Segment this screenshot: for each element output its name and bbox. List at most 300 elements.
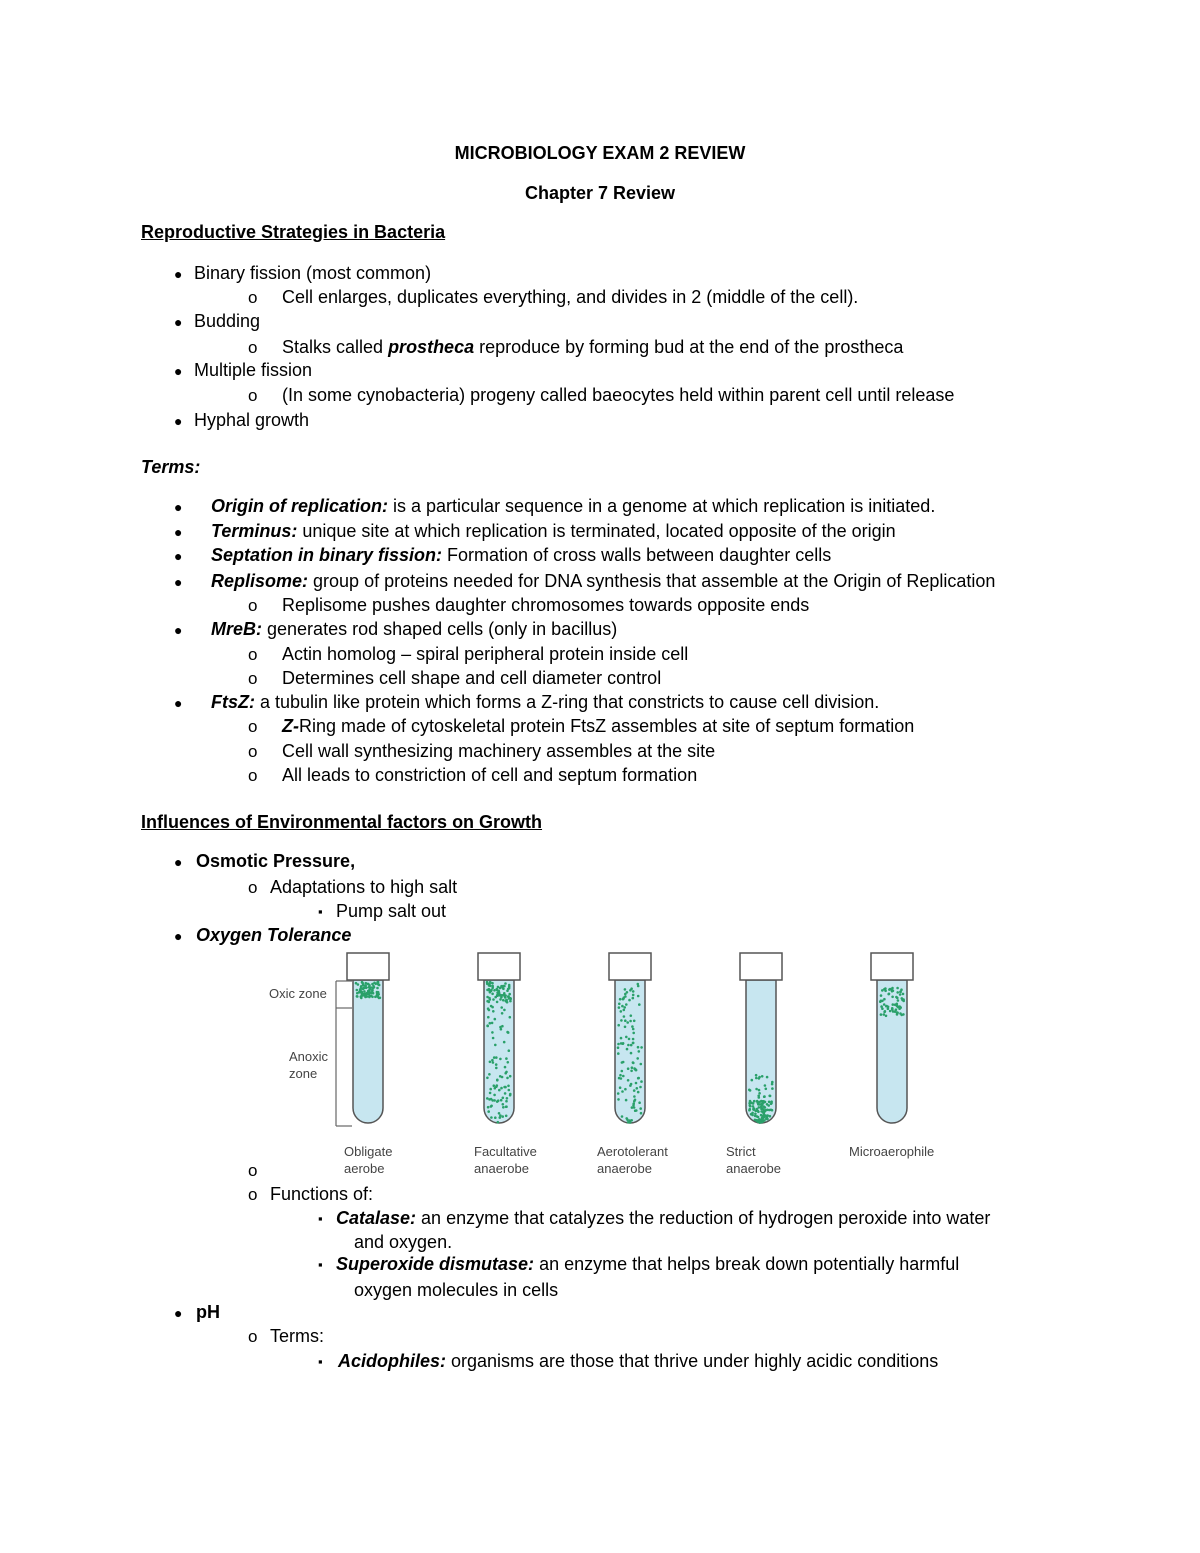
growth-dot bbox=[631, 1066, 634, 1069]
growth-dot bbox=[363, 990, 366, 993]
growth-dot bbox=[755, 1077, 758, 1080]
tube-label: Aerotolerant bbox=[597, 1144, 668, 1159]
tube-cap bbox=[871, 953, 913, 980]
definition: group of proteins needed for DNA synthesis that assemble at the Origin of Replication bbox=[308, 571, 996, 591]
term: MreB: bbox=[211, 619, 263, 639]
growth-dot bbox=[486, 1024, 489, 1027]
growth-dot bbox=[364, 995, 367, 998]
bullet: ● bbox=[174, 574, 183, 590]
growth-dot bbox=[619, 1086, 622, 1089]
bullet: ● bbox=[174, 524, 183, 540]
growth-dot bbox=[622, 1061, 625, 1064]
growth-dot bbox=[486, 989, 489, 992]
growth-dot bbox=[638, 1101, 641, 1104]
test-tube bbox=[740, 953, 782, 1124]
growth-dot bbox=[618, 1003, 621, 1006]
growth-dot bbox=[770, 1103, 773, 1106]
growth-dot bbox=[489, 998, 492, 1001]
list-item: Functions of: bbox=[270, 1184, 374, 1204]
growth-dot bbox=[764, 1084, 767, 1087]
tube-label: Facultative bbox=[474, 1144, 537, 1159]
growth-dot bbox=[494, 1018, 497, 1021]
sub-bullet: o bbox=[248, 1161, 258, 1180]
bullet: ● bbox=[174, 314, 183, 330]
growth-dot bbox=[492, 1061, 495, 1064]
growth-dot bbox=[359, 988, 362, 991]
growth-dot bbox=[491, 1006, 494, 1009]
growth-dot bbox=[887, 993, 890, 996]
growth-dot bbox=[625, 1036, 628, 1039]
sub-bullet: o bbox=[248, 669, 258, 688]
growth-dot bbox=[895, 996, 898, 999]
growth-dot bbox=[362, 987, 365, 990]
growth-dot bbox=[489, 1092, 492, 1095]
growth-dot bbox=[632, 997, 635, 1000]
growth-dot bbox=[506, 1077, 509, 1080]
growth-dot bbox=[375, 995, 378, 998]
growth-dot bbox=[627, 1044, 630, 1047]
sub-bullet: o bbox=[248, 742, 258, 761]
growth-dot bbox=[504, 1086, 507, 1089]
growth-dot bbox=[752, 1102, 755, 1105]
sub-bullet: o bbox=[248, 338, 258, 357]
growth-dot bbox=[505, 1115, 508, 1118]
growth-dot bbox=[626, 1118, 629, 1121]
topic-ph: pH bbox=[196, 1302, 220, 1322]
growth-dot bbox=[768, 1101, 771, 1104]
tube-label: aerobe bbox=[344, 1161, 385, 1176]
growth-dot bbox=[755, 1088, 758, 1091]
growth-dot bbox=[762, 1108, 765, 1111]
bullet: ● bbox=[174, 695, 183, 711]
tube-body bbox=[615, 980, 645, 1123]
growth-dot bbox=[617, 1092, 620, 1095]
growth-dot bbox=[488, 1073, 491, 1076]
test-tube bbox=[347, 953, 389, 1123]
growth-dot bbox=[496, 1079, 499, 1082]
growth-dot bbox=[880, 1013, 883, 1016]
growth-dot bbox=[624, 1019, 627, 1022]
list-item: Pump salt out bbox=[336, 901, 447, 921]
growth-dot bbox=[892, 1003, 895, 1006]
growth-dot bbox=[619, 1074, 622, 1077]
growth-dot bbox=[621, 1070, 624, 1073]
growth-dot bbox=[628, 1038, 631, 1041]
growth-dot bbox=[632, 1102, 635, 1105]
definition: is a particular sequence in a genome at which replication is initiated. bbox=[388, 496, 936, 516]
growth-dot bbox=[497, 1121, 500, 1124]
growth-dot bbox=[355, 982, 358, 985]
growth-dot bbox=[640, 1112, 643, 1115]
growth-dot bbox=[633, 1106, 636, 1109]
growth-dot bbox=[624, 1026, 627, 1029]
growth-dot bbox=[763, 1095, 766, 1098]
tube-label: Obligate bbox=[344, 1144, 393, 1159]
growth-dot bbox=[636, 1057, 639, 1060]
growth-dot bbox=[640, 1063, 643, 1066]
term-item bbox=[211, 520, 896, 542]
growth-dot bbox=[491, 1022, 494, 1025]
growth-dot bbox=[769, 1115, 772, 1118]
term-item bbox=[211, 618, 617, 640]
definition: unique site at which replication is terminated, located opposite of the origin bbox=[297, 521, 896, 541]
growth-dot bbox=[638, 1003, 641, 1006]
growth-dot bbox=[495, 1067, 498, 1070]
sub-bullet: o bbox=[248, 766, 258, 785]
list-item: Terms: bbox=[270, 1326, 324, 1346]
growth-dot bbox=[883, 1011, 886, 1014]
growth-dot bbox=[491, 1031, 494, 1034]
tube-label: anaerobe bbox=[597, 1161, 652, 1176]
growth-dot bbox=[491, 982, 494, 985]
growth-dot bbox=[505, 1100, 508, 1103]
oxygen-tolerance-figure bbox=[262, 948, 952, 1180]
growth-dot bbox=[488, 1001, 491, 1004]
growth-dot bbox=[896, 991, 899, 994]
growth-dot bbox=[504, 982, 507, 985]
term: Z- bbox=[282, 716, 299, 736]
growth-dot bbox=[633, 1020, 636, 1023]
growth-dot bbox=[495, 1063, 498, 1066]
growth-dot bbox=[771, 1109, 774, 1112]
growth-dot bbox=[901, 998, 904, 1001]
growth-dot bbox=[505, 1105, 508, 1108]
growth-dot bbox=[632, 1038, 635, 1041]
growth-dot bbox=[499, 1026, 502, 1029]
growth-dot bbox=[899, 1006, 902, 1009]
growth-dot bbox=[503, 1009, 506, 1012]
definition: organisms are those that thrive under highly acidic conditions bbox=[446, 1351, 939, 1371]
bullet: ● bbox=[174, 622, 183, 638]
section-heading-reproduction: Reproductive Strategies in Bacteria bbox=[141, 222, 446, 242]
term-item bbox=[336, 1207, 990, 1229]
growth-dot bbox=[372, 992, 375, 995]
growth-dot bbox=[497, 1099, 500, 1102]
growth-dot bbox=[900, 988, 903, 991]
term: prostheca bbox=[388, 337, 475, 357]
definition-continued: oxygen molecules in cells bbox=[354, 1280, 559, 1300]
growth-dot bbox=[622, 998, 625, 1001]
growth-dot bbox=[500, 1087, 503, 1090]
growth-dot bbox=[883, 988, 886, 991]
growth-dot bbox=[505, 999, 508, 1002]
growth-dot bbox=[486, 981, 489, 984]
growth-dot bbox=[749, 1100, 752, 1103]
chapter-title: Chapter 7 Review bbox=[524, 183, 676, 203]
growth-dot bbox=[498, 1089, 501, 1092]
growth-dot bbox=[490, 1116, 493, 1119]
growth-dot bbox=[502, 999, 505, 1002]
growth-dot bbox=[508, 993, 511, 996]
growth-dot bbox=[621, 1115, 624, 1118]
growth-dot bbox=[502, 1106, 505, 1109]
growth-dot bbox=[499, 998, 502, 1001]
growth-dot bbox=[754, 1113, 757, 1116]
tube-label: Microaerophile bbox=[849, 1144, 935, 1159]
growth-dot bbox=[509, 1000, 512, 1003]
growth-dot bbox=[379, 997, 382, 1000]
growth-dot bbox=[496, 991, 499, 994]
growth-dot bbox=[753, 1107, 756, 1110]
growth-dot bbox=[372, 985, 375, 988]
test-tube bbox=[478, 953, 520, 1124]
growth-dot bbox=[618, 1006, 621, 1009]
growth-dot bbox=[883, 1013, 886, 1016]
growth-dot bbox=[626, 991, 629, 994]
growth-dot bbox=[377, 983, 380, 986]
growth-dot bbox=[635, 1082, 638, 1085]
growth-dot bbox=[760, 1106, 763, 1109]
growth-dot bbox=[626, 1048, 629, 1051]
anoxic-zone-label: Anoxic bbox=[289, 1049, 329, 1064]
growth-dot bbox=[507, 1061, 510, 1064]
growth-dot bbox=[637, 983, 640, 986]
growth-dot bbox=[486, 1097, 489, 1100]
growth-dot bbox=[494, 1116, 497, 1119]
list-item: All leads to constriction of cell and septum formation bbox=[282, 765, 698, 785]
growth-dot bbox=[637, 995, 640, 998]
growth-dot bbox=[622, 1075, 625, 1078]
growth-dot bbox=[489, 1088, 492, 1091]
definition: a tubulin like protein which forms a Z-ring that constricts to cause cell division. bbox=[255, 692, 880, 712]
growth-dot bbox=[639, 1107, 642, 1110]
list-item: Adaptations to high salt bbox=[270, 877, 458, 897]
text: Stalks called bbox=[282, 337, 389, 357]
growth-dot bbox=[891, 1007, 894, 1010]
growth-dot bbox=[487, 1016, 490, 1019]
growth-dot bbox=[498, 1112, 501, 1115]
definition: Formation of cross walls between daughter cells bbox=[442, 545, 832, 565]
growth-dot bbox=[625, 1099, 628, 1102]
list-item: Actin homolog – spiral peripheral protein inside cell bbox=[282, 644, 689, 664]
growth-dot bbox=[637, 1046, 640, 1049]
growth-dot bbox=[496, 1001, 499, 1004]
sub-bullet: o bbox=[248, 878, 258, 897]
growth-dot bbox=[633, 1095, 636, 1098]
bullet: ● bbox=[174, 854, 183, 870]
growth-dot bbox=[761, 1075, 764, 1078]
definition: an enzyme that catalyzes the reduction of hydrogen peroxide into water bbox=[416, 1208, 991, 1228]
growth-dot bbox=[888, 988, 891, 991]
topic-osmotic: Osmotic Pressure, bbox=[196, 851, 356, 871]
growth-dot bbox=[489, 1061, 492, 1064]
growth-dot bbox=[758, 1101, 761, 1104]
growth-dot bbox=[502, 988, 505, 991]
term-item bbox=[211, 495, 935, 517]
growth-dot bbox=[499, 1114, 502, 1117]
growth-dot bbox=[632, 1042, 635, 1045]
growth-dot bbox=[751, 1079, 754, 1082]
growth-dot bbox=[627, 1067, 630, 1070]
growth-dot bbox=[492, 998, 495, 1001]
anoxic-zone-label: zone bbox=[289, 1066, 318, 1081]
growth-dot bbox=[632, 990, 635, 993]
term: Origin of replication: bbox=[211, 496, 389, 516]
growth-dot bbox=[370, 986, 373, 989]
growth-dot bbox=[368, 989, 371, 992]
tube-body bbox=[353, 980, 383, 1123]
list-item: Hyphal growth bbox=[194, 410, 310, 430]
growth-dot bbox=[640, 1080, 643, 1083]
oxic-zone-label: Oxic zone bbox=[269, 986, 327, 1001]
growth-dot bbox=[885, 1015, 888, 1018]
bullet: ● bbox=[174, 363, 183, 379]
growth-dot bbox=[617, 1046, 620, 1049]
growth-dot bbox=[758, 1089, 761, 1092]
list-item: Budding bbox=[194, 311, 261, 331]
test-tube bbox=[609, 953, 651, 1124]
growth-dot bbox=[361, 981, 364, 984]
growth-dot bbox=[617, 1024, 620, 1027]
growth-dot bbox=[505, 1071, 508, 1074]
growth-dot bbox=[491, 1059, 494, 1062]
growth-dot bbox=[756, 1119, 759, 1122]
growth-dot bbox=[509, 1016, 512, 1019]
growth-dot bbox=[620, 1042, 623, 1045]
definition: generates rod shaped cells (only in bacillus) bbox=[262, 619, 618, 639]
square-bullet: ▪ bbox=[318, 1211, 323, 1226]
growth-dot bbox=[640, 1046, 643, 1049]
growth-dot bbox=[629, 1121, 632, 1124]
growth-dot bbox=[488, 1009, 491, 1012]
growth-dot bbox=[771, 1081, 774, 1084]
growth-dot bbox=[496, 988, 499, 991]
growth-dot bbox=[493, 1094, 496, 1097]
growth-dot bbox=[620, 1010, 623, 1013]
growth-dot bbox=[892, 989, 895, 992]
term-item bbox=[211, 691, 879, 713]
list-item bbox=[282, 715, 914, 737]
growth-dot bbox=[360, 995, 363, 998]
term-item bbox=[211, 570, 995, 592]
growth-dot bbox=[507, 1085, 510, 1088]
growth-dot bbox=[490, 1105, 493, 1108]
growth-dot bbox=[617, 1052, 620, 1055]
growth-dot bbox=[887, 1006, 890, 1009]
list-item: Replisome pushes daughter chromosomes towards opposite ends bbox=[282, 595, 810, 615]
growth-dot bbox=[757, 1110, 760, 1113]
growth-dot bbox=[632, 1028, 635, 1031]
list-item bbox=[282, 336, 903, 358]
growth-dot bbox=[623, 1006, 626, 1009]
growth-dot bbox=[755, 1074, 758, 1077]
growth-dot bbox=[633, 1089, 636, 1092]
growth-dot bbox=[902, 1013, 905, 1016]
list-item: (In some cynobacteria) progeny called baeocytes held within parent cell until release bbox=[282, 385, 955, 405]
square-bullet: ▪ bbox=[318, 904, 323, 919]
growth-dot bbox=[896, 1003, 899, 1006]
growth-dot bbox=[632, 1032, 635, 1035]
growth-dot bbox=[768, 1109, 771, 1112]
list-item: Binary fission (most common) bbox=[194, 263, 432, 283]
growth-dot bbox=[368, 984, 371, 987]
growth-dot bbox=[509, 1075, 512, 1078]
growth-dot bbox=[493, 989, 496, 992]
growth-dot bbox=[507, 995, 510, 998]
list-item: Determines cell shape and cell diameter control bbox=[282, 668, 662, 688]
sub-bullet: o bbox=[248, 645, 258, 664]
growth-dot bbox=[627, 1079, 630, 1082]
growth-dot bbox=[358, 991, 361, 994]
list-item: Cell enlarges, duplicates everything, and divides in 2 (middle of the cell). bbox=[282, 287, 859, 307]
sub-bullet: o bbox=[248, 1327, 258, 1346]
growth-dot bbox=[749, 1108, 752, 1111]
growth-dot bbox=[762, 1101, 765, 1104]
section-heading-environment: Influences of Environmental factors on Growth bbox=[141, 812, 543, 832]
tube-cap bbox=[609, 953, 651, 980]
growth-dot bbox=[767, 1104, 770, 1107]
term: Catalase: bbox=[336, 1208, 417, 1228]
tube-cap bbox=[478, 953, 520, 980]
growth-dot bbox=[625, 1003, 628, 1006]
bullet: ● bbox=[174, 266, 183, 282]
sub-bullet: o bbox=[248, 386, 258, 405]
growth-dot bbox=[758, 1118, 761, 1121]
growth-dot bbox=[502, 1097, 505, 1100]
term: Superoxide dismutase: bbox=[336, 1254, 535, 1274]
growth-dot bbox=[491, 985, 494, 988]
term: FtsZ: bbox=[211, 692, 255, 712]
bullet: ● bbox=[174, 413, 183, 429]
growth-dot bbox=[490, 989, 493, 992]
growth-dot bbox=[376, 991, 379, 994]
terms-heading: Terms: bbox=[141, 457, 201, 477]
growth-dot bbox=[504, 1066, 507, 1069]
tube-cap bbox=[740, 953, 782, 980]
growth-dot bbox=[356, 989, 359, 992]
growth-dot bbox=[504, 1092, 507, 1095]
tube-label: Strict bbox=[726, 1144, 756, 1159]
tube-cap bbox=[347, 953, 389, 980]
growth-dot bbox=[509, 998, 512, 1001]
list-item: Multiple fission bbox=[194, 360, 313, 380]
growth-dot bbox=[491, 993, 494, 996]
growth-dot bbox=[768, 1095, 771, 1098]
growth-dot bbox=[899, 991, 902, 994]
growth-dot bbox=[762, 1115, 765, 1118]
growth-dot bbox=[500, 1006, 503, 1009]
growth-dot bbox=[628, 999, 631, 1002]
growth-dot bbox=[883, 1003, 886, 1006]
bullet: ● bbox=[174, 548, 183, 564]
growth-dot bbox=[495, 1056, 498, 1059]
growth-dot bbox=[368, 995, 371, 998]
bullet: ● bbox=[174, 928, 183, 944]
growth-dot bbox=[365, 992, 368, 995]
growth-dot bbox=[634, 1068, 637, 1071]
definition-continued: and oxygen. bbox=[354, 1232, 453, 1252]
growth-dot bbox=[637, 1077, 640, 1080]
growth-dot bbox=[506, 1001, 509, 1004]
growth-dot bbox=[501, 1115, 504, 1118]
term: Acidophiles: bbox=[338, 1351, 447, 1371]
growth-dot bbox=[496, 994, 499, 997]
growth-dot bbox=[765, 1088, 768, 1091]
tube-label: anaerobe bbox=[474, 1161, 529, 1176]
growth-dot bbox=[493, 1084, 496, 1087]
growth-dot bbox=[621, 1090, 624, 1093]
page-title: MICROBIOLOGY EXAM 2 REVIEW bbox=[454, 143, 746, 163]
sub-bullet: o bbox=[248, 1185, 258, 1204]
growth-dot bbox=[360, 985, 363, 988]
growth-dot bbox=[507, 1031, 510, 1034]
growth-dot bbox=[892, 1010, 895, 1013]
growth-dot bbox=[889, 1010, 892, 1013]
definition: Ring made of cytoskeletal protein FtsZ assembles at site of septum formation bbox=[299, 716, 915, 736]
growth-dot bbox=[630, 1052, 633, 1055]
term-item bbox=[338, 1350, 938, 1372]
growth-dot bbox=[623, 1015, 626, 1018]
